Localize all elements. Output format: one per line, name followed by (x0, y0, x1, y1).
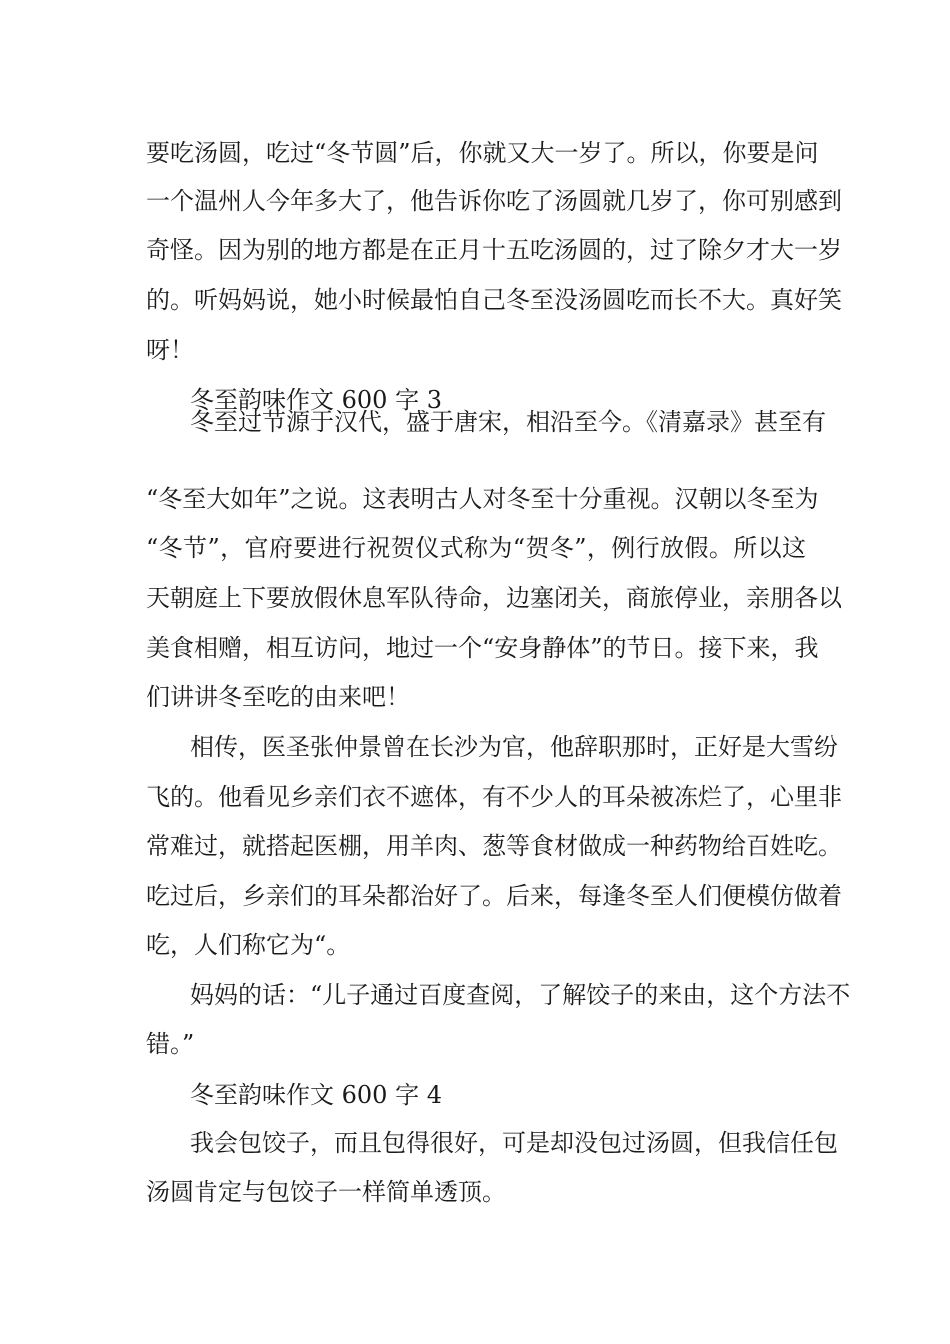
text-line: 奇怪。因为别的地方都是在正月十五吃汤圆的，过了除夕才大一岁 (146, 236, 842, 264)
text-line: 一个温州人今年多大了，他告诉你吃了汤圆就几岁了，你可别感到 (146, 187, 842, 215)
section-heading: 冬至韵味作文 600 字 4 (190, 1081, 442, 1109)
text-line: 冬至过节源于汉代，盛于唐宋，相沿至今。《清嘉录》甚至有 (190, 408, 826, 436)
text-line: “冬至大如年”之说。这表明古人对冬至十分重视。汉朝以冬至为 (146, 485, 819, 513)
text-line: 的。听妈妈说，她小时候最怕自己冬至没汤圆吃而长不大。真好笑 (146, 286, 842, 314)
text-line: 汤圆肯定与包饺子一样简单透顶。 (146, 1178, 506, 1206)
text-line: 吃过后，乡亲们的耳朵都治好了。后来，每逢冬至人们便模仿做着 (146, 882, 842, 910)
text-line: 妈妈的话：“儿子通过百度查阅，了解饺子的来由，这个方法不 (190, 981, 851, 1009)
text-line: 吃，人们称它为“。 (146, 931, 351, 959)
text-line: 飞的。他看见乡亲们衣不遮体，有不少人的耳朵被冻烂了，心里非 (146, 783, 842, 811)
text-line: “冬节”，官府要进行祝贺仪式称为“贺冬”，例行放假。所以这 (146, 534, 806, 562)
text-line: 我会包饺子，而且包得很好，可是却没包过汤圆，但我信任包 (190, 1129, 838, 1157)
section-heading: 冬至韵味作文 600 字 3 (190, 386, 442, 414)
text-line: 呀！ (146, 336, 194, 364)
text-line: 天朝庭上下要放假休息军队待命，边塞闭关，商旅停业，亲朋各以 (146, 584, 842, 612)
text-line: 相传，医圣张仲景曾在长沙为官，他辞职那时，正好是大雪纷 (190, 733, 838, 761)
text-line: 要吃汤圆，吃过“冬节圆”后，你就又大一岁了。所以，你要是问 (146, 139, 819, 167)
text-line: 常难过，就搭起医棚，用羊肉、葱等食材做成一种药物给百姓吃。 (146, 832, 842, 860)
text-line: 美食相赠，相互访问，地过一个“安身静体”的节日。接下来，我 (146, 634, 819, 662)
text-line: 们讲讲冬至吃的由来吧！ (146, 683, 410, 711)
text-line: 错。” (146, 1030, 195, 1058)
